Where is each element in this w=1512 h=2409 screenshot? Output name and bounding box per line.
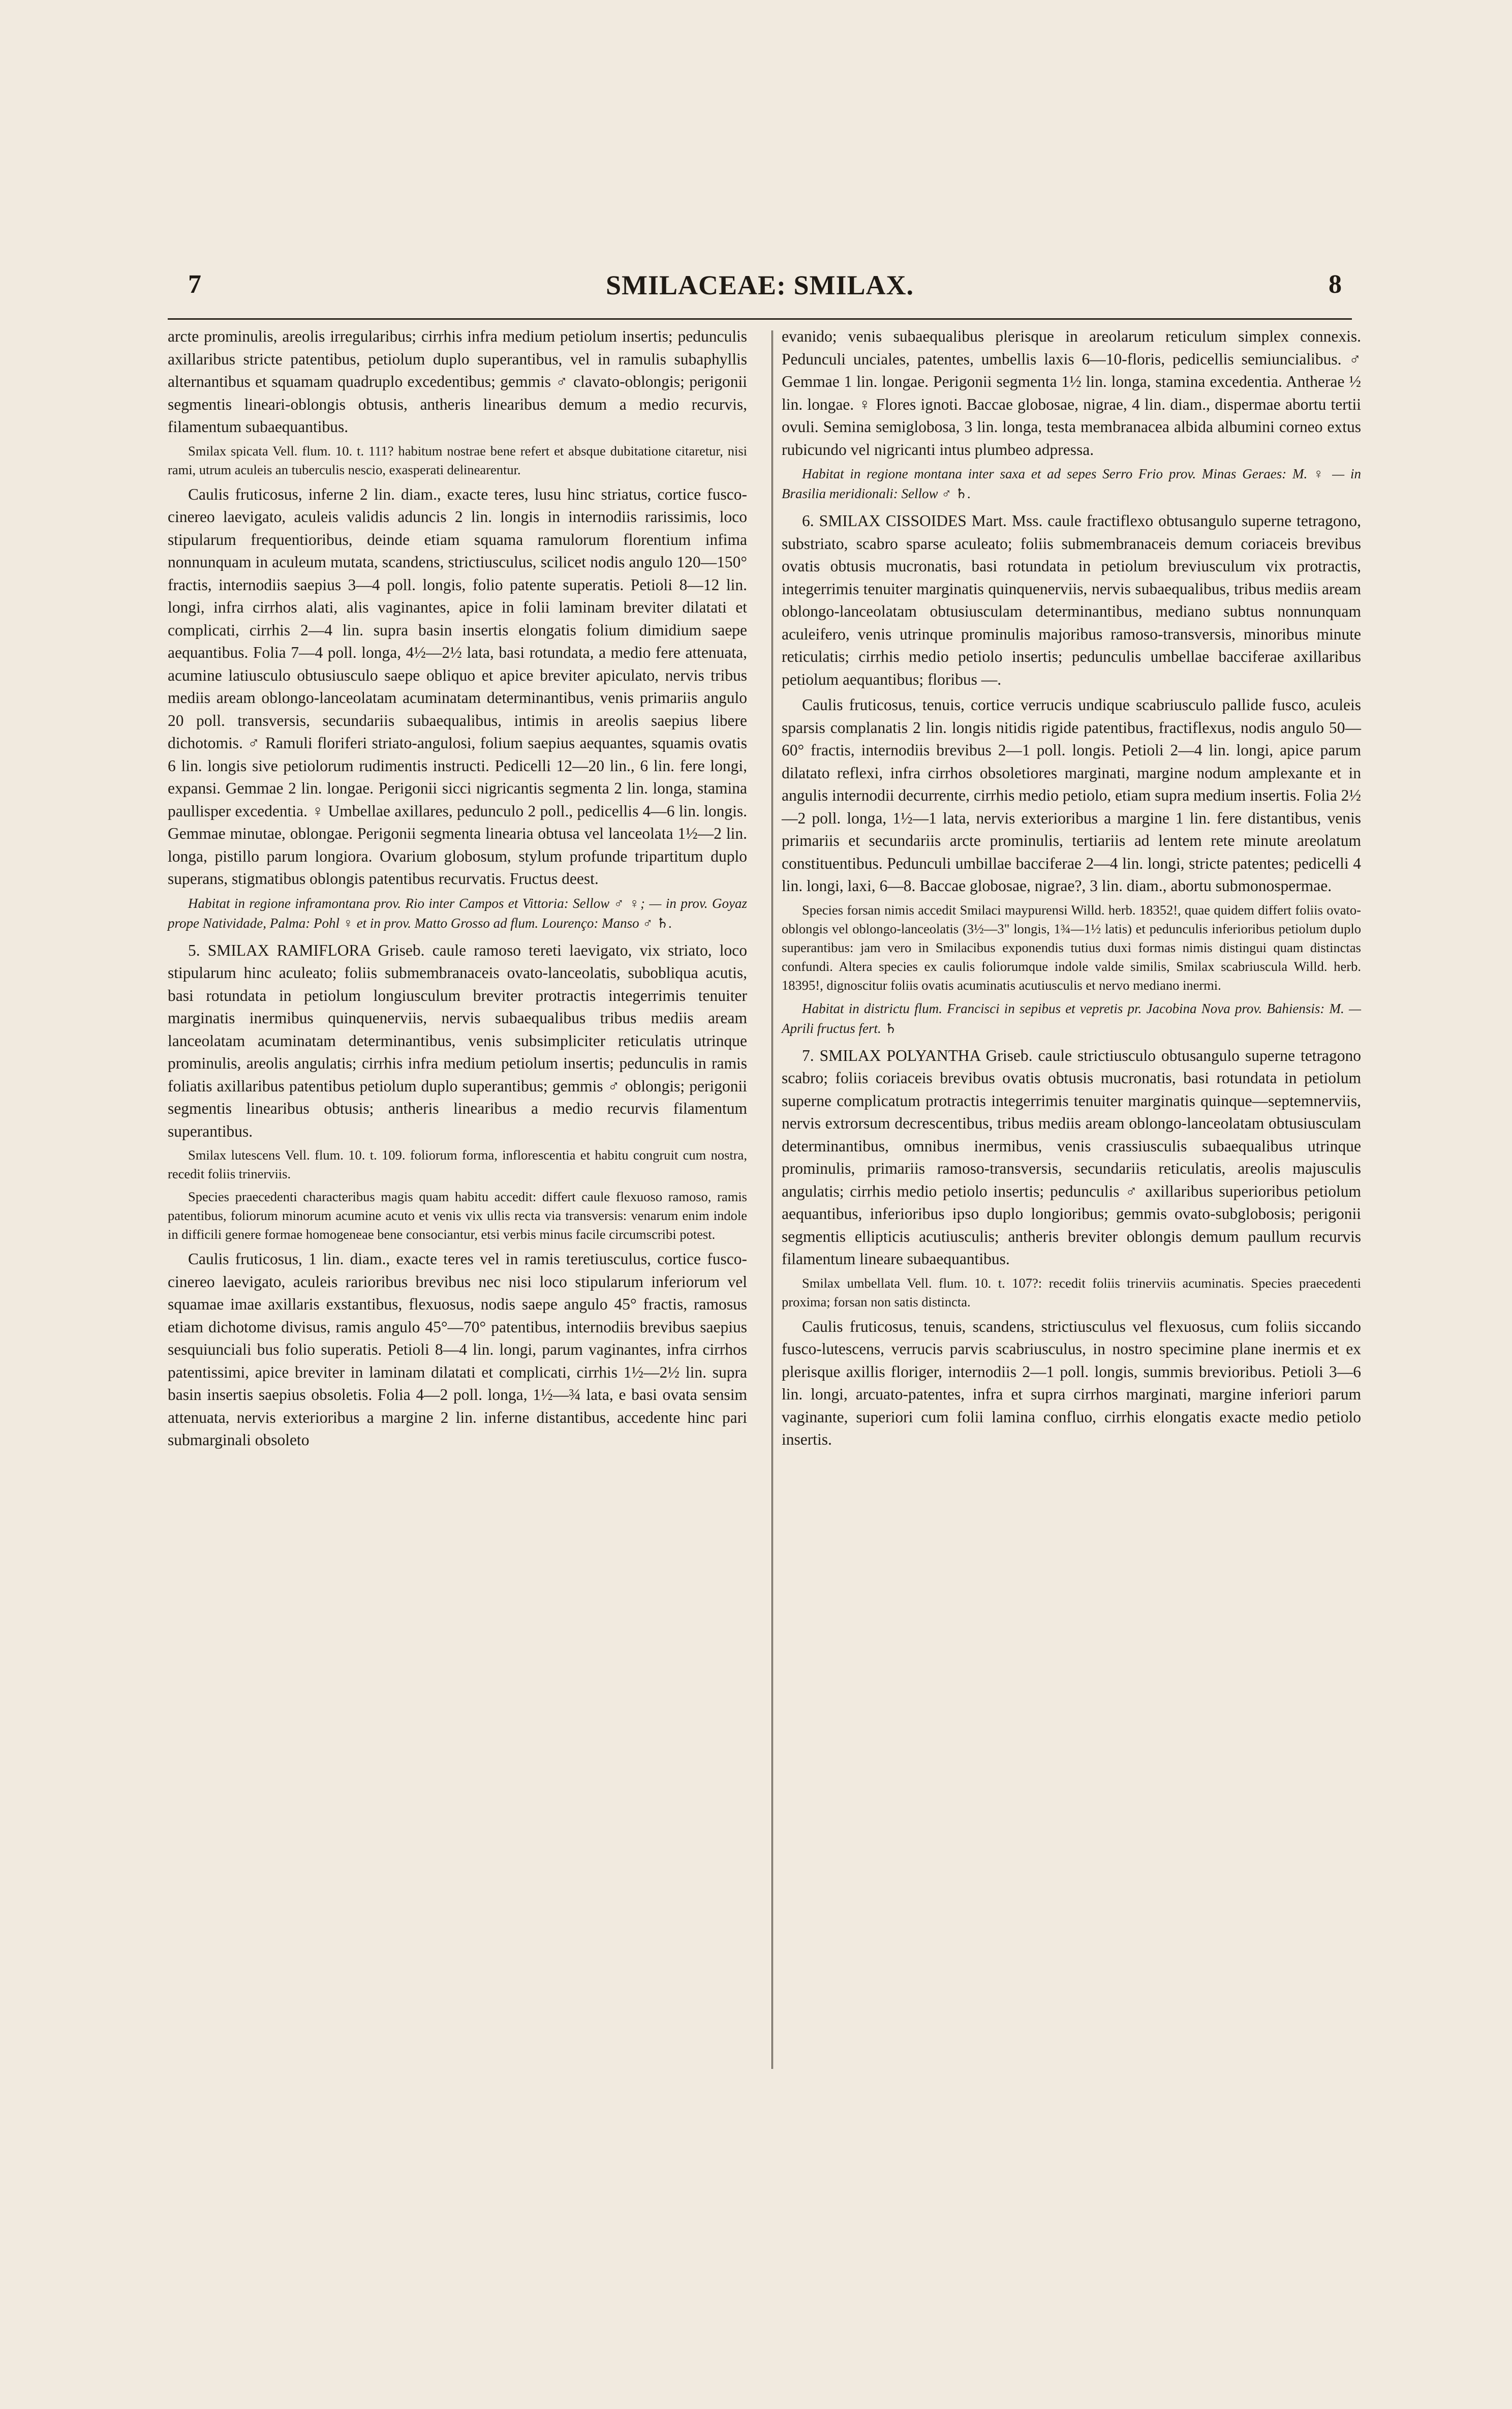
paragraph: Habitat in districtu flum. Francisci in sepibus et vepretis pr. Jacobina Nova prov. Bahiensis: M. — Aprili fructus fert. ♄ [782,1000,1361,1036]
paragraph: Caulis fruticosus, tenuis, cortice verrucis undique scabriusculo pallide fusco, aculeis sparsis complanatis 2 lin. longis nitidis rigide patentibus, fractiflexus, nodis angulo 50—60° fractis, internodiis brevibus 2—1 poll. longis. Petioli 2—4 lin. longi, apice parum dilatato reflexi, infra cirrhos obsoletiores marginati, margine nodum amplexante et in angulis internodii decurrente, cirrhis medio petiolo, etiam supra medium insertis. Folia 2½—2 poll. longa, 1½—1 lata, nervis exterioribus a margine 1 lin. fere distantibus, venis primariis et secundariis arcte prominulis, tertiariis ad lentem rete minute areolatum constituentibus. Pedunculi umbillae bacciferae 2—4 lin. longi, stricte patentes; pedicelli 4 lin. longi, laxi, 6—8. Baccae globosae, nigrae?, 3 lin. diam., abortu submonospermae. [782,696,1361,895]
right-column [782,325,1361,1454]
paragraph: Smilax umbellata Vell. flum. 10. t. 107?: recedit foliis trinerviis acuminatis. Species praecedenti proxima; forsan non satis distincta. [782,1275,1361,1309]
paragraph: Habitat in regione inframontana prov. Rio inter Campos et Vittoria: Sellow ♂ ♀; — in prov. Goyaz prope Natividade, Palma: Pohl ♀ et in prov. Matto Grosso ad flum. Lourenço: Manso ♂ ♄. [168,895,747,931]
paragraph: 5. SMILAX RAMIFLORA Griseb. caule ramoso tereti laevigato, vix striato, loco stipularum hinc aculeato; foliis submembranaceis ovato-lanceolatis, subobliqua acutis, basi rotundata in petiolum longiusculum breviter protractis integerrimis tenuiter marginatis inermibus quinquenerviis, nervis subaequalibus tribus mediis aream lanceolatam acuminatam determinantibus, venis subsimpliciter reticulatis utrinque prominulis, areolis angulatis; cirrhis infra medium petiolum insertis; pedunculis in ramis foliatis axillaribus patentibus petiolum duplo superantibus; gemmis ♂ oblongis; perigonii segmentis linearibus obtusis; antheris linearibus a medio recurvis filamentum superantibus. [168,941,747,1140]
paragraph: Caulis fruticosus, tenuis, scandens, strictiusculus vel flexuosus, cum foliis siccando fusco-lutescens, verrucis parvis scabriusculus, in nostro specimine plane inermis et ex plerisque axillis floriger, internodiis 2—1 poll. longis, summis brevioribus. Petioli 3—6 lin. longi, arcuato-patentes, infra et supra cirrhos marginati, margine inferiori parum vaginante, superiori cum folii lamina confluo, cirrhis elongatis exacte medio petiolo insertis. [782,1317,1361,1448]
left-page-number: 7 [188,270,201,299]
paragraph: Smilax spicata Vell. flum. 10. t. 111? habitum nostrae bene refert et absque dubitatione citaretur, nisi rami, utrum aculeis an tuberculis nescio, exasperati delinearentur. [168,443,747,477]
paragraph: Caulis fruticosus, inferne 2 lin. diam., exacte teres, lusu hinc striatus, cortice fusco-cinereo laevigato, aculeis validis aduncis 2 lin. longis in internodiis rarissimis, loco stipularum frequentioribus, deinde etiam squama ramulorum florentium infima nonnunquam in aculeum mutata, scandens, strictiusculus, scilicet nodis angulo 120—150° fractis, internodiis saepius 3—4 poll. longis, folio patente superatis. Petioli 8—12 lin. longi, infra cirrhos alati, alis vaginantes, apice in folii laminam breviter dilatati et complicati, cirrhis 2—4 lin. supra basin insertis elongatis folium dimidium saepe aequantibus. Folia 7—4 poll. longa, 4½—2½ lata, basi rotundata, a medio fere attenuata, acumine latiusculo obtusiusculo saepe obliquo et apice breviter apiculato, nervis tribus mediis aream oblongo-lanceolatam acuminatam determinantibus, venis primariis angulo 20 poll. transversis, secundariis subaequalibus, intimis in areolis saepius libere dichotomis. ♂ Ramuli floriferi striato-angulosi, folium saepius aequantes, squamis ovatis 6 lin. longis sive petiolorum rudimentis instructi. Pedicelli 12—20 lin., 6 lin. fere longi, expansi. Gemmae 2 lin. longae. Perigonii sicci nigricantis segmenta 2 lin. longa, stamina paullisper excedentia. ♀ Umbellae axillares, pedunculo 2 poll., pedicellis 4—6 lin. longis. Gemmae minutae, oblongae. Perigonii segmenta linearia obtusa vel lanceolata 1½—2 lin. longa, pistillo parum longiora. Ovarium globosum, stylum profunde tripartitum duplo superans, stigmatibus oblongis patentibus recurvatis. Fructus deest. [168,485,747,888]
paragraph: Species forsan nimis accedit Smilaci maypurensi Willd. herb. 18352!, quae quidem differt foliis ovato-oblongis vel oblongo-lanceolatis (3½—3" longis, 1¾—1½ latis) et pedunculis inferioribus petiolum duplo superantibus: jam vero in Smilacibus exponendis tutius duxi formas nimis distingui quam distinctas confundi. Altera species ex caulis foliorumque indole valde similis, Smilax scabriuscula Willd. herb. 18395!, dignoscitur foliis ovatis acuminatis acutiusculis et nervo mediano inermi. [782,902,1361,993]
running-title: SMILACEAE: SMILAX. [605,270,914,300]
paragraph: Habitat in regione montana inter saxa et ad sepes Serro Frio prov. Minas Geraes: M. ♀ — in Brasilia meridionali: Sellow ♂ ♄. [782,466,1361,501]
right-page-number: 8 [1329,270,1342,299]
page-header [168,269,1352,310]
paragraph: 7. SMILAX POLYANTHA Griseb. caule strictiusculo obtusangulo superne tetragono scabro; foliis coriaceis brevibus ovatis obtusis mucronatis, basi rotundata in petiolum superne complicatum protractis integerrimis tenuiter marginatis quinque—septemnerviis, nervis extrorsum decrescentibus, tribus mediis aream oblongo-lanceolatam obtusiusculam determinantibus, omnibus inermibus, venis crassiusculis subaequalibus utrinque prominulis, primariis ramoso-transversis, secundariis reticulatis, areolis majusculis angulatis; cirrhis medio petiolo insertis; pedunculis ♂ axillaribus superioribus petiolum aequantibus, inferioribus ipso duplo longioribus; gemmis ovato-subglobosis; perigonii segmentis ellipticis acutiusculis; antheris breviter oblongis demum paullum recurvis filamentum lineare subaequantibus. [782,1046,1361,1268]
paragraph: Species praecedenti characteribus magis quam habitu accedit: differt caule flexuoso ramoso, ramis patentibus, foliorum minorum acumine acuto et venis vix ullis recta via transversis: venarum enim indole in difficili genere formae homogeneae bene consociantur, etsi verbis minus facile circumscribi potest. [168,1189,747,1242]
paragraph: arcte prominulis, areolis irregularibus; cirrhis infra medium petiolum insertis; pedunculis axillaribus stricte patentibus, petiolum duplo superantibus, vel in ramulis subaphyllis alternantibus et squamam quadruplo excedentibus; gemmis ♂ clavato-oblongis; perigonii segmentis lineari-oblongis obtusis, antheris linearibus demum a medio recurvis, filamentum subaequantibus. [168,327,747,436]
paragraph: 6. SMILAX CISSOIDES Mart. Mss. caule fractiflexo obtusangulo superne tetragono, substriato, scabro sparse aculeato; foliis submembranaceis demum coriaceis brevibus ovatis obtusis mucronatis, basi rotundata in petiolum breviusculum vix protractis, integerrimis tenuiter marginatis quinquenerviis, nervis subaequalibus, tribus mediis aream oblongo-lanceolatam obtusiusculam determinantibus, mediano subtus nonnunquam aculeifero, venis utrinque prominulis majoribus ramoso-transversis, minoribus minute reticulatis; cirrhis medio petiolo insertis; pedunculis umbellae bacciferae axillaribus petiolum aequantibus; floribus —. [782,512,1361,688]
column-divider [772,330,773,2069]
header-rule [168,318,1352,320]
paragraph: Smilax lutescens Vell. flum. 10. t. 109. foliorum forma, inflorescentia et habitu congruit cum nostra, recedit foliis trinerviis. [168,1147,747,1181]
paragraph: Caulis fruticosus, 1 lin. diam., exacte teres vel in ramis teretiusculus, cortice fusco-cinereo laevigato, aculeis rarioribus brevibus nec nisi loco stipularum inferiorum vel squamae imae axillaris exstantibus, flexuosus, nodis saepe angulo 45° fractis, ramosus etiam dichotome divisus, ramis angulo 45°—70° patentibus, internodiis brevibus saepius sesquiunciali bus folio superatis. Petioli 8—4 lin. longi, parum vaginantes, infra cirrhos patentissimi, apice breviter in laminam dilatati et complicati, cirrhis 1½—2½ lin. supra basin insertis saepius obsoletis. Folia 4—2 poll. longa, 1½—¾ lata, e basi ovata sensim attenuata, nervis exterioribus a margine 2 lin. inferne distantibus, accedente hinc pari submarginali obsoleto [168,1250,747,1449]
left-column [168,325,747,1455]
paragraph: evanido; venis subaequalibus plerisque in areolarum reticulum simplex connexis. Pedunculi unciales, patentes, umbellis laxis 6—10-floris, pedicellis semiuncialibus. ♂ Gemmae 1 lin. longae. Perigonii segmenta 1½ lin. longa, stamina excedentia. Antherae ½ lin. longae. ♀ Flores ignoti. Baccae globosae, nigrae, 4 lin. diam., dispermae abortu tertii ovuli. Semina semiglobosa, 3 lin. longa, testa membranacea albida albumini corneo extus rubicundo vel nigricanti intus plumbeo adpressa. [782,327,1361,459]
